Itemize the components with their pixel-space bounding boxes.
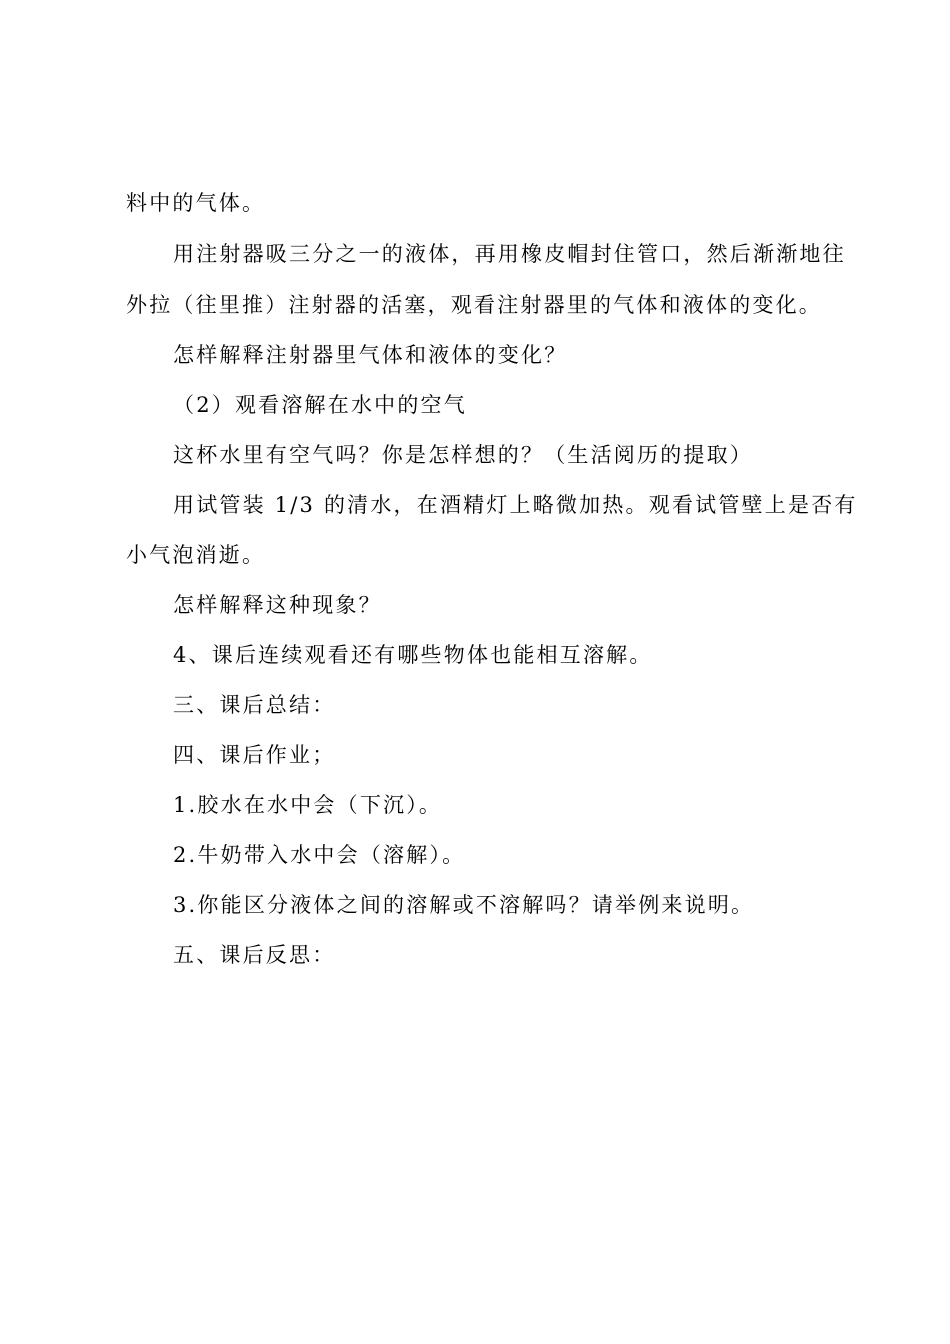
text-line-question-air: 这杯水里有空气吗？你是怎样想的？（生活阅历的提取） bbox=[173, 443, 753, 467]
text-line-continuation: 料中的气体。 bbox=[126, 191, 266, 215]
text-line-item-4: 4、课后连续观看还有哪些物体也能相互溶解。 bbox=[173, 643, 653, 667]
text-line-section-homework: 四、课后作业； bbox=[173, 743, 336, 767]
text-line-subheading-air: （2）观看溶解在水中的空气 bbox=[173, 393, 467, 417]
text-line-question-phenomenon: 怎样解释这种现象？ bbox=[173, 593, 382, 617]
text-line-test-tube-step-cont: 小气泡消逝。 bbox=[126, 543, 266, 567]
text-line-test-tube-step: 用试管装 1/3 的清水，在酒精灯上略微加热。观看试管壁上是否有 bbox=[173, 493, 858, 517]
text-line-homework-2: 2.牛奶带入水中会（溶解）。 bbox=[173, 843, 466, 867]
text-line-question-syringe: 怎样解释注射器里气体和液体的变化？ bbox=[173, 343, 568, 367]
text-line-syringe-step: 用注射器吸三分之一的液体，再用橡皮帽封住管口，然后渐渐地往 bbox=[173, 242, 846, 266]
text-line-syringe-step-cont: 外拉（往里推）注射器的活塞，观看注射器里的气体和液体的变化。 bbox=[126, 293, 822, 317]
text-line-section-reflection: 五、课后反思： bbox=[173, 943, 336, 967]
text-line-homework-3: 3.你能区分液体之间的溶解或不溶解吗？请举例来说明。 bbox=[173, 893, 755, 917]
text-line-homework-1: 1.胶水在水中会（下沉）。 bbox=[173, 793, 443, 817]
text-line-section-summary: 三、课后总结： bbox=[173, 693, 336, 717]
